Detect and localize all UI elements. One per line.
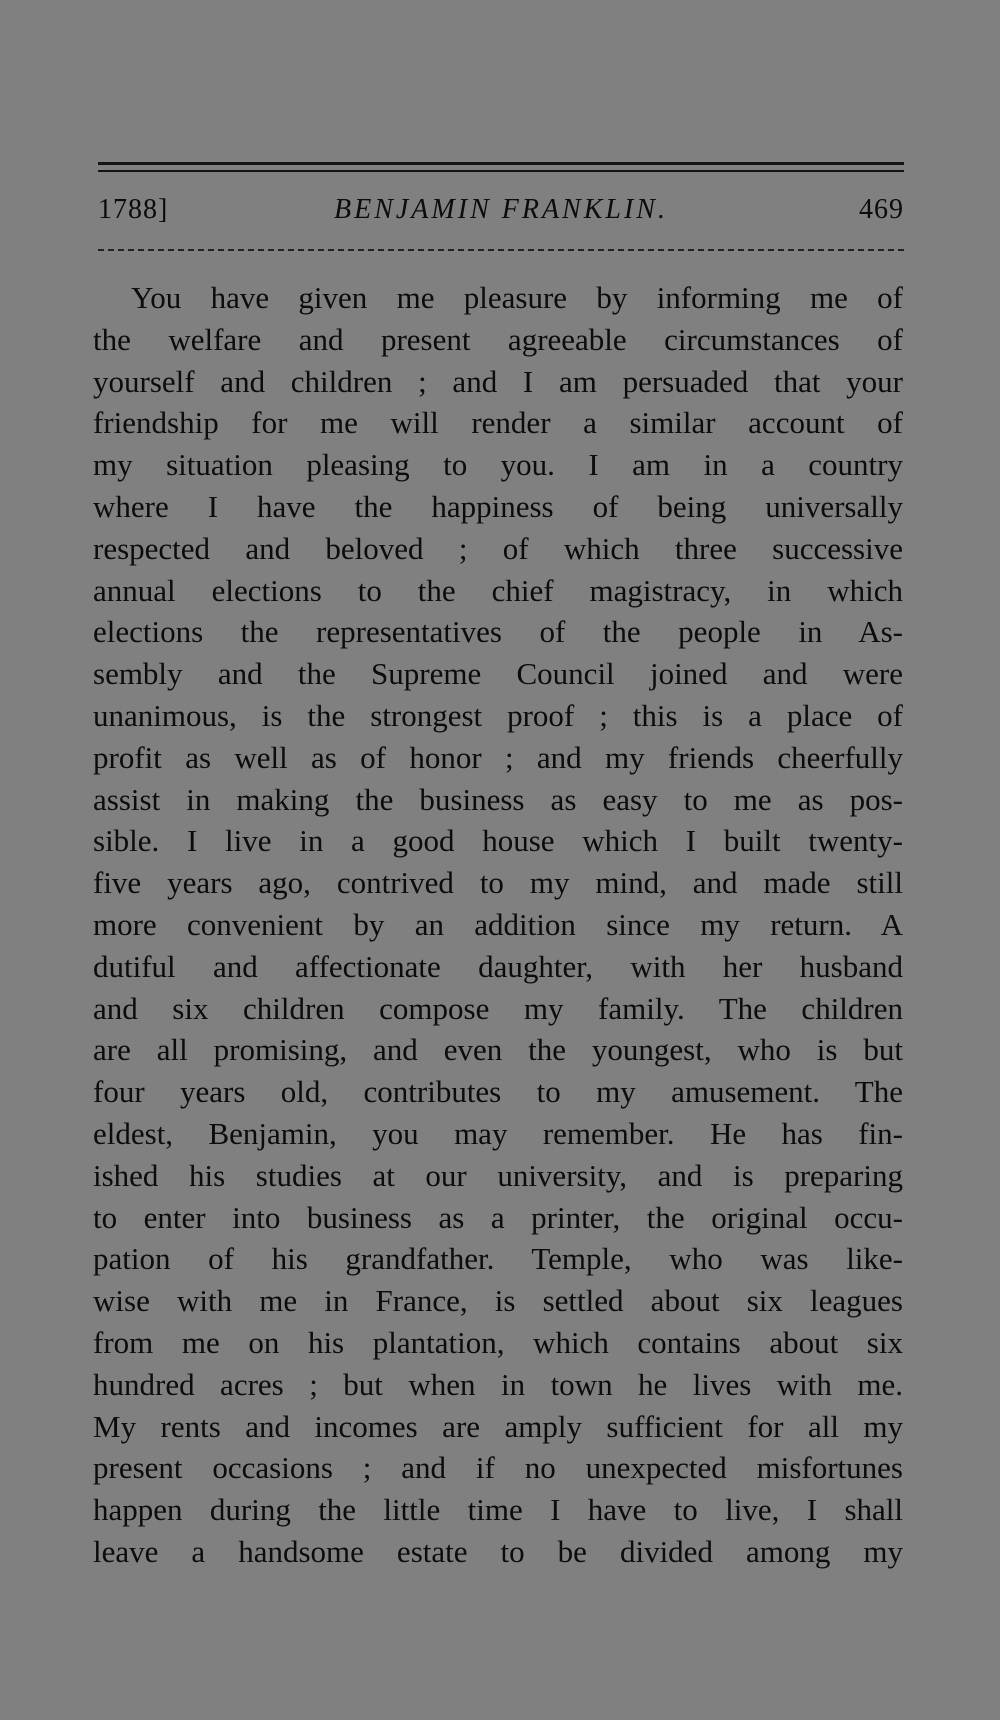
text-line: profit as well as of honor ; and my friends cheerfully — [93, 739, 903, 775]
text-line: pation of his grandfather. Temple, who was like- — [93, 1241, 903, 1277]
header-rule-second — [98, 170, 904, 172]
text-line: You have given me pleasure by informing me of — [131, 280, 903, 315]
text-line: elections the representatives of the people in As- — [93, 614, 903, 650]
text-line: dutiful and affectionate daughter, with her husband — [93, 948, 903, 984]
text-line: the welfare and present agreeable circumstances of — [93, 321, 903, 357]
header-rule-bottom — [98, 249, 904, 251]
text-line: more convenient by an addition since my return. A — [93, 906, 903, 942]
text-line: where I have the happiness of being universally — [93, 488, 903, 524]
text-line: unanimous, is the strongest proof ; this is a place of — [93, 697, 903, 733]
text-line: are all promising, and even the youngest, who is but — [93, 1032, 903, 1068]
text-line: leave a handsome estate to be divided among my — [93, 1533, 903, 1569]
text-line: sembly and the Supreme Council joined and were — [93, 656, 903, 692]
text-line: and six children compose my family. The children — [93, 990, 903, 1026]
text-line: respected and beloved ; of which three successive — [93, 530, 903, 566]
text-line: from me on his plantation, which contains about six — [93, 1324, 903, 1360]
text-line: sible. I live in a good house which I built twenty- — [93, 823, 903, 859]
text-line: friendship for me will render a similar account of — [93, 405, 903, 441]
text-line: hundred acres ; but when in town he lives with me. — [93, 1366, 903, 1402]
text-line: present occasions ; and if no unexpected misfortunes — [93, 1450, 903, 1486]
text-line: five years ago, contrived to my mind, and made still — [93, 865, 903, 901]
page-number: 469 — [859, 194, 904, 225]
text-line: to enter into business as a printer, the original occu- — [93, 1199, 903, 1235]
text-line: wise with me in France, is settled about six leagues — [93, 1283, 903, 1319]
running-head-title: BENJAMIN FRANKLIN. — [334, 194, 668, 225]
text-line: ished his studies at our university, and is preparing — [93, 1157, 903, 1193]
text-line: my situation pleasing to you. I am in a country — [93, 447, 903, 483]
running-head — [98, 194, 904, 234]
body-text — [93, 277, 903, 1573]
text-line: My rents and incomes are amply sufficient for all my — [93, 1408, 903, 1444]
header-rule-top — [98, 162, 904, 165]
text-line: yourself and children ; and I am persuaded that your — [93, 363, 903, 399]
text-line: happen during the little time I have to live, I shall — [93, 1492, 903, 1528]
running-head-year: 1788] — [98, 194, 169, 225]
text-line: eldest, Benjamin, you may remember. He has fin- — [93, 1115, 903, 1151]
text-line: annual elections to the chief magistracy, in which — [93, 572, 903, 608]
text-line: assist in making the business as easy to me as pos- — [93, 781, 903, 817]
text-line: four years old, contributes to my amusement. The — [93, 1074, 903, 1110]
